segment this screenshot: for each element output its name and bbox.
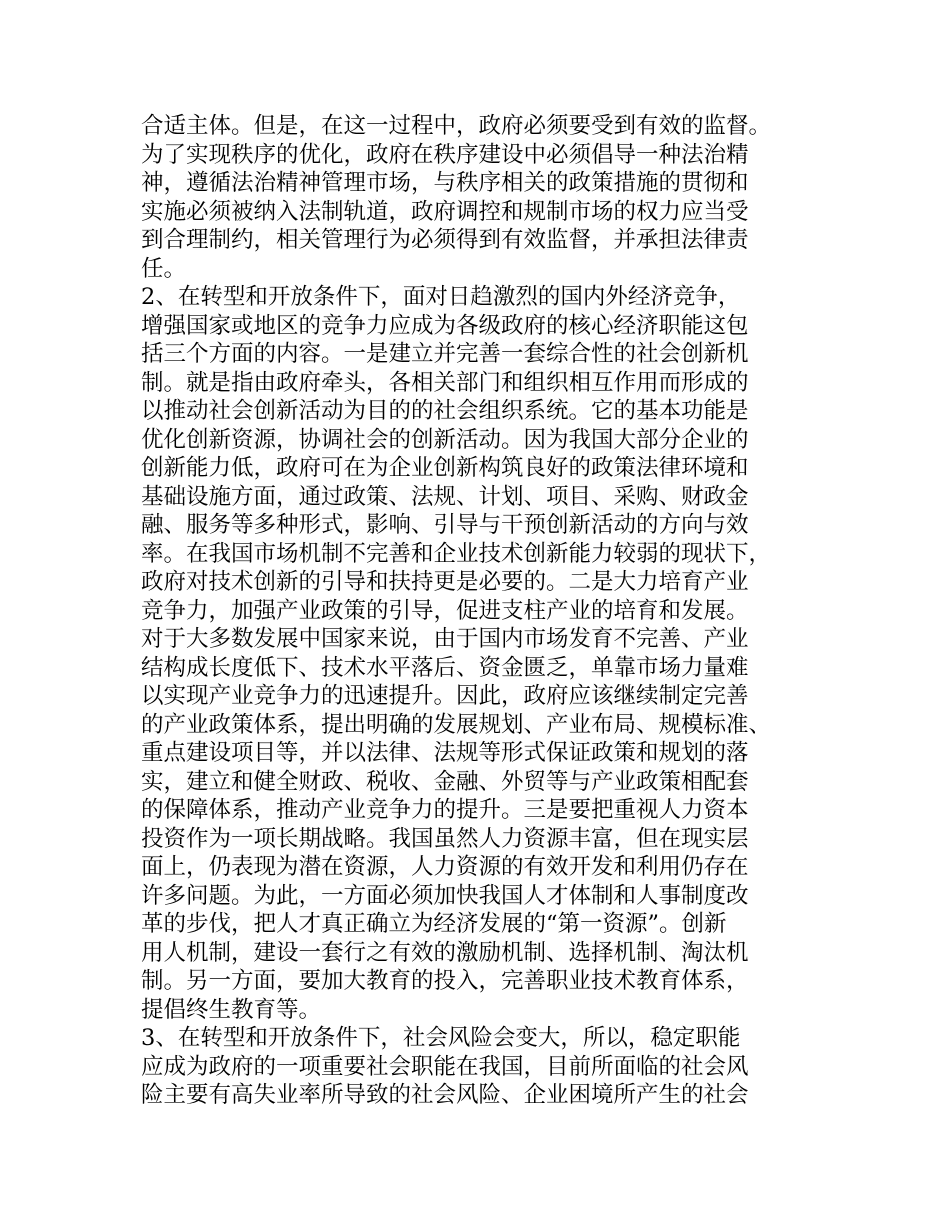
text-line: 竞争力，加强产业政策的引导，促进支柱产业的培育和发展。 (141, 597, 749, 624)
text-line: 革的步伐，把人才真正确立为经济发展的“第一资源”。创新 (141, 911, 727, 937)
text-line: 合适主体。但是，在这一过程中，政府必须要受到有效的监督。 (141, 113, 772, 139)
text-line: 提倡终生教育等。 (141, 996, 322, 1023)
text-line: 2、在转型和开放条件下，面对日趋激烈的国内外经济竞争， (141, 284, 741, 310)
text-line: 应成为政府的一项重要社会职能在我国，目前所面临的社会风 (141, 1053, 749, 1080)
text-line: 对于大多数发展中国家来说，由于国内市场发育不完善、产业 (141, 626, 749, 652)
text-line: 面上，仍表现为潜在资源，人力资源的有效开发和利用仍存在 (141, 854, 749, 880)
text-line: 的保障体系，推动产业竞争力的提升。三是要把重视人力资本 (141, 797, 749, 823)
text-line: 重点建设项目等，并以法律、法规等形式保证政策和规划的落 (141, 740, 749, 766)
text-line: 实施必须被纳入法制轨道，政府调控和规制市场的权力应当受 (141, 198, 749, 225)
text-line: 用人机制，建设一套行之有效的激励机制、选择机制、淘汰机 (141, 939, 749, 966)
text-line: 实，建立和健全财政、税收、金融、外贸等与产业政策相配套 (141, 768, 749, 795)
text-line: 以推动社会创新活动为目的的社会组织系统。它的基本功能是 (141, 398, 749, 424)
text-line: 制。就是指由政府牵头，各相关部门和组织相互作用而形成的 (141, 369, 749, 396)
text-line: 任。 (141, 255, 187, 282)
text-line: 制。另一方面，要加大教育的投入，完善职业技术教育体系， (141, 968, 749, 994)
text-line: 增强国家或地区的竞争力应成为各级政府的核心经济职能这包 (141, 312, 749, 339)
text-line: 险主要有高失业率所导致的社会风险、企业困境所产生的社会 (141, 1082, 749, 1108)
text-line: 政府对技术创新的引导和扶持更是必要的。二是大力培育产业 (141, 569, 749, 595)
text-line: 融、服务等多种形式，影响、引导与干预创新活动的方向与效 (141, 512, 749, 538)
text-line: 基础设施方面，通过政策、法规、计划、项目、采购、财政金 (141, 483, 749, 510)
text-line: 结构成长度低下、技术水平落后、资金匮乏，单靠市场力量难 (141, 654, 749, 681)
text-line: 的产业政策体系，提出明确的发展规划、产业布局、规模标准、 (141, 711, 772, 738)
text-line: 为了实现秩序的优化，政府在秩序建设中必须倡导一种法治精 (141, 141, 749, 168)
text-line: 投资作为一项长期战略。我国虽然人力资源丰富，但在现实层 (141, 825, 749, 852)
body-text (141, 112, 831, 1110)
text-line: 许多问题。为此，一方面必须加快我国人才体制和人事制度改 (141, 882, 749, 909)
text-line: 到合理制约，相关管理行为必须得到有效监督，并承担法律责 (141, 227, 749, 253)
text-line: 优化创新资源，协调社会的创新活动。因为我国大部分企业的 (141, 426, 749, 453)
text-line: 以实现产业竞争力的迅速提升。因此，政府应该继续制定完善 (141, 683, 749, 709)
text-line: 率。在我国市场机制不完善和企业技术创新能力较弱的现状下， (141, 540, 772, 567)
text-line: 括三个方面的内容。一是建立并完善一套综合性的社会创新机 (141, 341, 749, 367)
text-line: 创新能力低，政府可在为企业创新构筑良好的政策法律环境和 (141, 455, 749, 481)
text-line: 神，遵循法治精神管理市场，与秩序相关的政策措施的贯彻和 (141, 170, 749, 196)
text-line: 3、在转型和开放条件下，社会风险会变大，所以，稳定职能 (141, 1025, 741, 1051)
